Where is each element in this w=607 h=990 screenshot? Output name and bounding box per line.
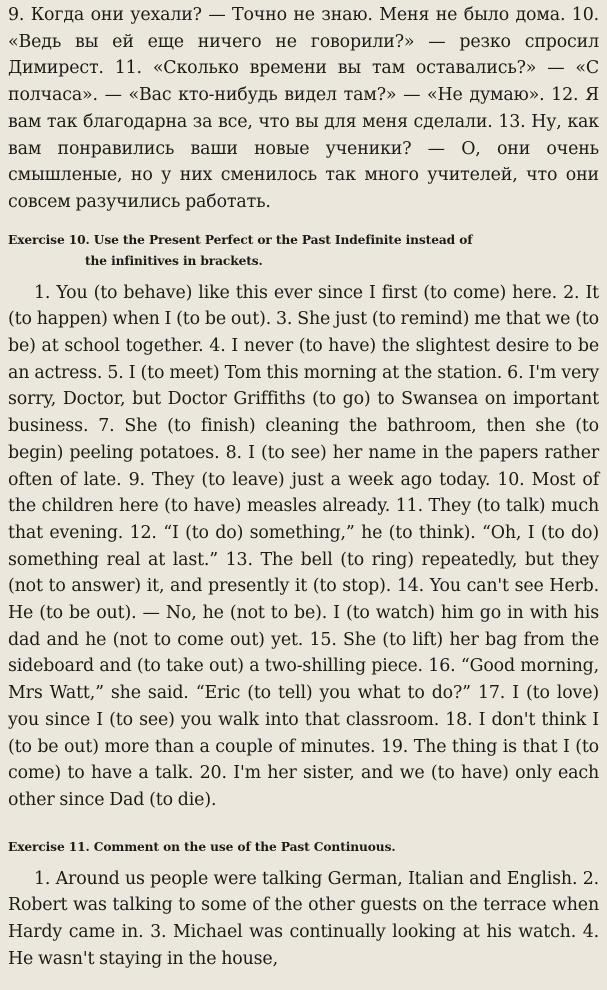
exercise-10-heading-line2: the infinitives in brackets. xyxy=(85,253,263,268)
russian-sentences-paragraph: 9. Когда они уехали? — Точно не знаю. Меня не было дома. 10. «Ведь вы ей еще ничего не говорили?» — резко спросил Димирест. 11. «Сколько времени вы там оставались?» — «С полчаса». — «Вас кто-нибудь видел там?» — «Не думаю». 12. Я вам так благодарна за все, что вы для меня сделали. 13. Ну, как вам понравились ваши новые ученики? — О, они очень смышленые, но у них сменилось так много учителей, что они совсем разучились работать. xyxy=(8,5,599,212)
exercise-11-text: 1. Around us people were talking German, Italian and English. 2. Robert was talking to some of the other guests on the terrace when Hardy came in. 3. Michael was continually looking at his watch. 4. He wasn't staying in the house, xyxy=(8,868,599,969)
exercise-10-heading-line1: Exercise 10. Use the Present Perfect or the Past Indefinite instead of xyxy=(8,232,473,247)
exercise-10-heading xyxy=(8,230,599,272)
exercise-10-text: 1. You (to behave) like this ever since I first (to come) here. 2. It (to happen) when I (to be out). 3. She just (to remind) me that we (to be) at school together. 4. I never (to have) the slightest desire to be an actress. 5. I (to meet) Tom this morning at the station. 6. I'm very sorry, Doctor, but Doctor Griffiths (to go) to Swansea on important business. 7. She (to finish) cleaning the bathroom, then she (to begin) peeling potatoes. 8. I (to see) her name in the papers rather often of late. 9. They (to leave) just a week ago today. 10. Most of the children here (to have) measles already. 11. They (to talk) much that evening. 12. “I (to do) something,” he (to think). “Oh, I (to do) something real at last.” 13. The bell (to ring) repeatedly, but they (not to answer) it, and presently it (to stop). 14. You can't see Herb. He (to be out). — No, he (not to be). I (to watch) him go in with his dad and he (not to come out) yet. 15. She (to lift) her bag from the sideboard and (to take out) a two-shilling piece. 16. “Good morning, Mrs Watt,” she said. “Eric (to tell) you what to do?” 17. I (to love) you since I (to see) you walk into that classroom. 18. I don't think I (to be out) more than a couple of minutes. 19. The thing is that I (to come) to have a talk. 20. I'm her sister, and we (to have) only each other since Dad (to die). xyxy=(8,282,599,810)
exercise-11-heading: Exercise 11. Comment on the use of the Past Continuous. xyxy=(8,839,396,854)
